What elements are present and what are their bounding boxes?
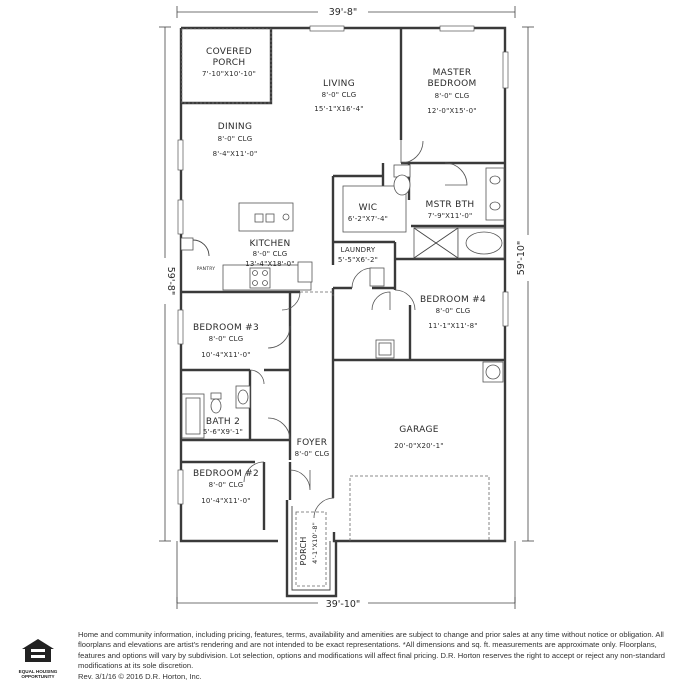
bath2-label: BATH 2 <box>205 417 241 427</box>
bedroom4-clg: 8'-0" CLG <box>435 307 471 315</box>
equal-housing-logo <box>10 636 66 679</box>
kitchen-size: 13'-4"X18'-0" <box>245 260 295 268</box>
dim-top: 39'-8" <box>328 7 358 18</box>
revision-text: Rev. 3/1/16 © 2016 D.R. Horton, Inc. <box>78 671 202 681</box>
dining-label: DINING <box>217 122 253 132</box>
house-icon <box>18 636 58 664</box>
porch-size: 4'-1"X10'-8" <box>311 522 319 564</box>
pantry-label: PANTRY <box>196 267 216 272</box>
bedroom3-label: BEDROOM #3 <box>192 323 260 333</box>
bedroom2-size: 10'-4"X11'-0" <box>201 497 251 505</box>
porch-label: PORCH <box>299 536 308 566</box>
eho-caption-1: EQUAL HOUSING <box>18 669 58 674</box>
bedroom4-label: BEDROOM #4 <box>419 295 487 305</box>
kitchen-label: KITCHEN <box>249 239 291 249</box>
bedroom2-label: BEDROOM #2 <box>192 469 260 479</box>
master-bedroom-clg: 8'-0" CLG <box>434 92 470 100</box>
water-heater <box>483 362 503 382</box>
disclaimer-text: Home and community information, including pricing, features, terms, availability and amenities are subject to change and prior sales at any time without notice or obligation. All floorplans and elevations are artist's rendering and are not intended to be exact representations. *All dimensions and sq. ft. measurements are approximate only. Floorplans, features and options will vary by subdivision. Lot selection, options and modifications will affect final pricing. D.R. Horton reserves the right to accept or reject any non-standard modifications at its sole discretion. <box>78 630 665 671</box>
mstr-bth-size: 7'-9"X11'-0" <box>427 212 473 220</box>
mstr-bth-label: MSTR BTH <box>425 200 475 210</box>
bath2-size: 5'-6"X9'-1" <box>202 428 244 436</box>
disclaimer <box>78 630 670 682</box>
laundry-fixtures <box>370 268 394 358</box>
bedroom4-size: 11'-1"X11'-8" <box>428 322 478 330</box>
living-label: LIVING <box>323 79 355 89</box>
covered-porch-size: 7'-10"X10'-10" <box>201 70 257 78</box>
dim-bottom: 39'-10" <box>325 599 361 610</box>
covered-porch-label-2: PORCH <box>212 58 246 68</box>
kitchen-clg: 8'-0" CLG <box>252 250 288 258</box>
covered-porch-label: COVERED <box>205 47 253 57</box>
garage-label: GARAGE <box>399 425 439 435</box>
wic-label: WIC <box>358 203 378 213</box>
dim-left: 59'-8" <box>165 266 176 296</box>
bedroom3-size: 10'-4"X11'-0" <box>201 351 251 359</box>
bedroom3-clg: 8'-0" CLG <box>208 335 244 343</box>
dim-right: 59'-10" <box>516 240 527 276</box>
laundry-label: LAUNDRY <box>340 246 376 254</box>
master-bedroom-label: MASTER <box>432 68 472 78</box>
dining-size: 8'-4"X11'-0" <box>212 150 258 158</box>
eho-caption-2: OPPORTUNITY <box>21 674 55 679</box>
kitchen-fixtures <box>181 203 312 290</box>
dining-clg: 8'-0" CLG <box>217 135 253 143</box>
garage-door <box>350 476 489 541</box>
living-size: 15'-1"X16'-4" <box>314 105 364 113</box>
wic-size: 6'-2"X7'-4" <box>347 215 389 223</box>
foyer-clg: 8'-0" CLG <box>294 450 330 458</box>
master-bedroom-size: 12'-0"X15'-0" <box>427 107 477 115</box>
laundry-size: 5'-5"X6'-2" <box>337 256 379 264</box>
living-clg: 8'-0" CLG <box>321 91 357 99</box>
room-labels <box>193 47 486 565</box>
master-bedroom-label-2: BEDROOM <box>427 79 477 89</box>
foyer-label: FOYER <box>296 438 328 448</box>
bedroom2-clg: 8'-0" CLG <box>208 481 244 489</box>
garage-size: 20'-0"X20'-1" <box>394 442 444 450</box>
